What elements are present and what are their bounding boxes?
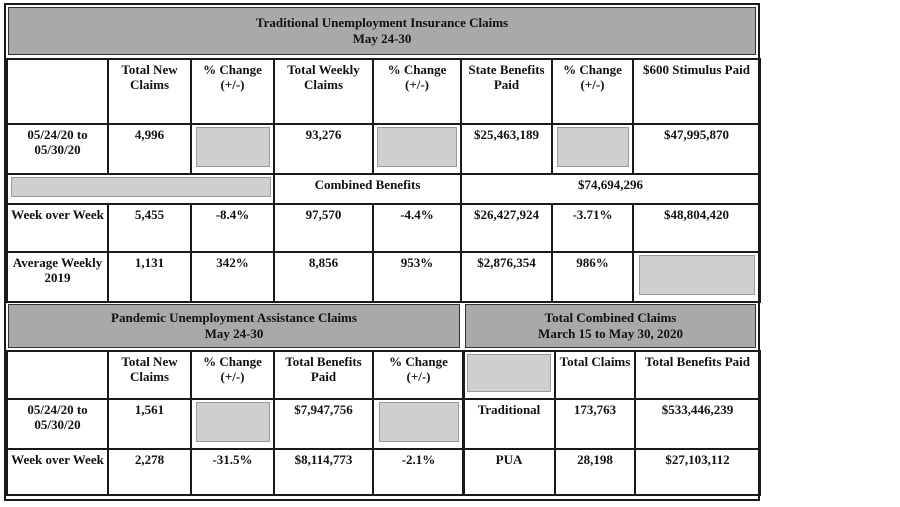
corner-cell bbox=[7, 59, 108, 124]
row-label: 05/24/20 to 05/30/20 bbox=[7, 124, 108, 174]
corner-cell bbox=[7, 351, 108, 399]
row-label: Average Weekly 2019 bbox=[7, 252, 108, 302]
cell-value: $25,463,189 bbox=[461, 124, 552, 174]
total-combined-table bbox=[462, 350, 761, 496]
empty-shaded-cell bbox=[373, 124, 461, 174]
pua-title: Pandemic Unemployment Assistance Claims bbox=[111, 310, 357, 325]
pua-claims-table bbox=[6, 350, 465, 496]
combined-header-row bbox=[463, 351, 760, 399]
header-pct-change: % Change (+/-) bbox=[191, 59, 274, 124]
row-label: PUA bbox=[463, 449, 555, 495]
cell-value: 97,570 bbox=[274, 204, 373, 252]
cell-value: $27,103,112 bbox=[635, 449, 760, 495]
table-row bbox=[463, 399, 760, 449]
row-label: 05/24/20 to 05/30/20 bbox=[7, 399, 108, 449]
cell-value: -8.4% bbox=[191, 204, 274, 252]
pua-title-band bbox=[8, 304, 460, 348]
header-total-claims: Total Claims bbox=[555, 351, 635, 399]
traditional-title-band bbox=[8, 7, 756, 55]
empty-shaded-cell bbox=[463, 351, 555, 399]
cell-value: -31.5% bbox=[191, 449, 274, 495]
cell-value: 28,198 bbox=[555, 449, 635, 495]
cell-value: 4,996 bbox=[108, 124, 191, 174]
header-total-weekly-claims: Total Weekly Claims bbox=[274, 59, 373, 124]
traditional-subtitle: May 24-30 bbox=[352, 31, 412, 46]
table-row bbox=[7, 124, 760, 174]
combined-subtitle: March 15 to May 30, 2020 bbox=[538, 326, 683, 341]
combined-benefits-label: Combined Benefits bbox=[274, 174, 461, 204]
header-pct-change: % Change (+/-) bbox=[373, 59, 461, 124]
row-label: Week over Week bbox=[7, 204, 108, 252]
header-total-benefits-paid: Total Benefits Paid bbox=[635, 351, 760, 399]
cell-value: 93,276 bbox=[274, 124, 373, 174]
empty-shaded-cell bbox=[633, 252, 760, 302]
combined-benefits-value: $74,694,296 bbox=[461, 174, 760, 204]
header-pct-change: % Change (+/-) bbox=[373, 351, 464, 399]
cell-value: 953% bbox=[373, 252, 461, 302]
traditional-title: Traditional Unemployment Insurance Claims bbox=[255, 15, 509, 30]
cell-value: 986% bbox=[552, 252, 633, 302]
cell-value: -4.4% bbox=[373, 204, 461, 252]
empty-shaded-cell bbox=[7, 174, 274, 204]
cell-value: $8,114,773 bbox=[274, 449, 373, 495]
header-total-new-claims: Total New Claims bbox=[108, 59, 191, 124]
traditional-header-row bbox=[7, 59, 760, 124]
traditional-claims-table bbox=[6, 58, 761, 303]
cell-value: 173,763 bbox=[555, 399, 635, 449]
table-row bbox=[7, 252, 760, 302]
cell-value: -2.1% bbox=[373, 449, 464, 495]
table-row bbox=[7, 399, 464, 449]
cell-value: $26,427,924 bbox=[461, 204, 552, 252]
pua-header-row bbox=[7, 351, 464, 399]
cell-value: 342% bbox=[191, 252, 274, 302]
header-pct-change: % Change (+/-) bbox=[191, 351, 274, 399]
table-row bbox=[7, 204, 760, 252]
header-stimulus-paid: $600 Stimulus Paid bbox=[633, 59, 760, 124]
empty-shaded-cell bbox=[191, 124, 274, 174]
cell-value: 2,278 bbox=[108, 449, 191, 495]
combined-title: Total Combined Claims bbox=[544, 310, 677, 325]
cell-value: 8,856 bbox=[274, 252, 373, 302]
cell-value: 1,131 bbox=[108, 252, 191, 302]
empty-shaded-cell bbox=[191, 399, 274, 449]
cell-value: $47,995,870 bbox=[633, 124, 760, 174]
header-total-benefits-paid: Total Benefits Paid bbox=[274, 351, 373, 399]
cell-value: -3.71% bbox=[552, 204, 633, 252]
combined-title-band bbox=[465, 304, 756, 348]
row-label: Traditional bbox=[463, 399, 555, 449]
cell-value: $48,804,420 bbox=[633, 204, 760, 252]
header-pct-change: % Change (+/-) bbox=[552, 59, 633, 124]
cell-value: 5,455 bbox=[108, 204, 191, 252]
combined-benefits-row bbox=[7, 174, 760, 204]
empty-shaded-cell bbox=[373, 399, 464, 449]
cell-value: $533,446,239 bbox=[635, 399, 760, 449]
table-row bbox=[463, 449, 760, 495]
cell-value: 1,561 bbox=[108, 399, 191, 449]
cell-value: $2,876,354 bbox=[461, 252, 552, 302]
empty-shaded-cell bbox=[552, 124, 633, 174]
pua-subtitle: May 24-30 bbox=[204, 326, 264, 341]
cell-value: $7,947,756 bbox=[274, 399, 373, 449]
header-state-benefits-paid: State Benefits Paid bbox=[461, 59, 552, 124]
row-label: Week over Week bbox=[7, 449, 108, 495]
header-total-new-claims: Total New Claims bbox=[108, 351, 191, 399]
table-row bbox=[7, 449, 464, 495]
